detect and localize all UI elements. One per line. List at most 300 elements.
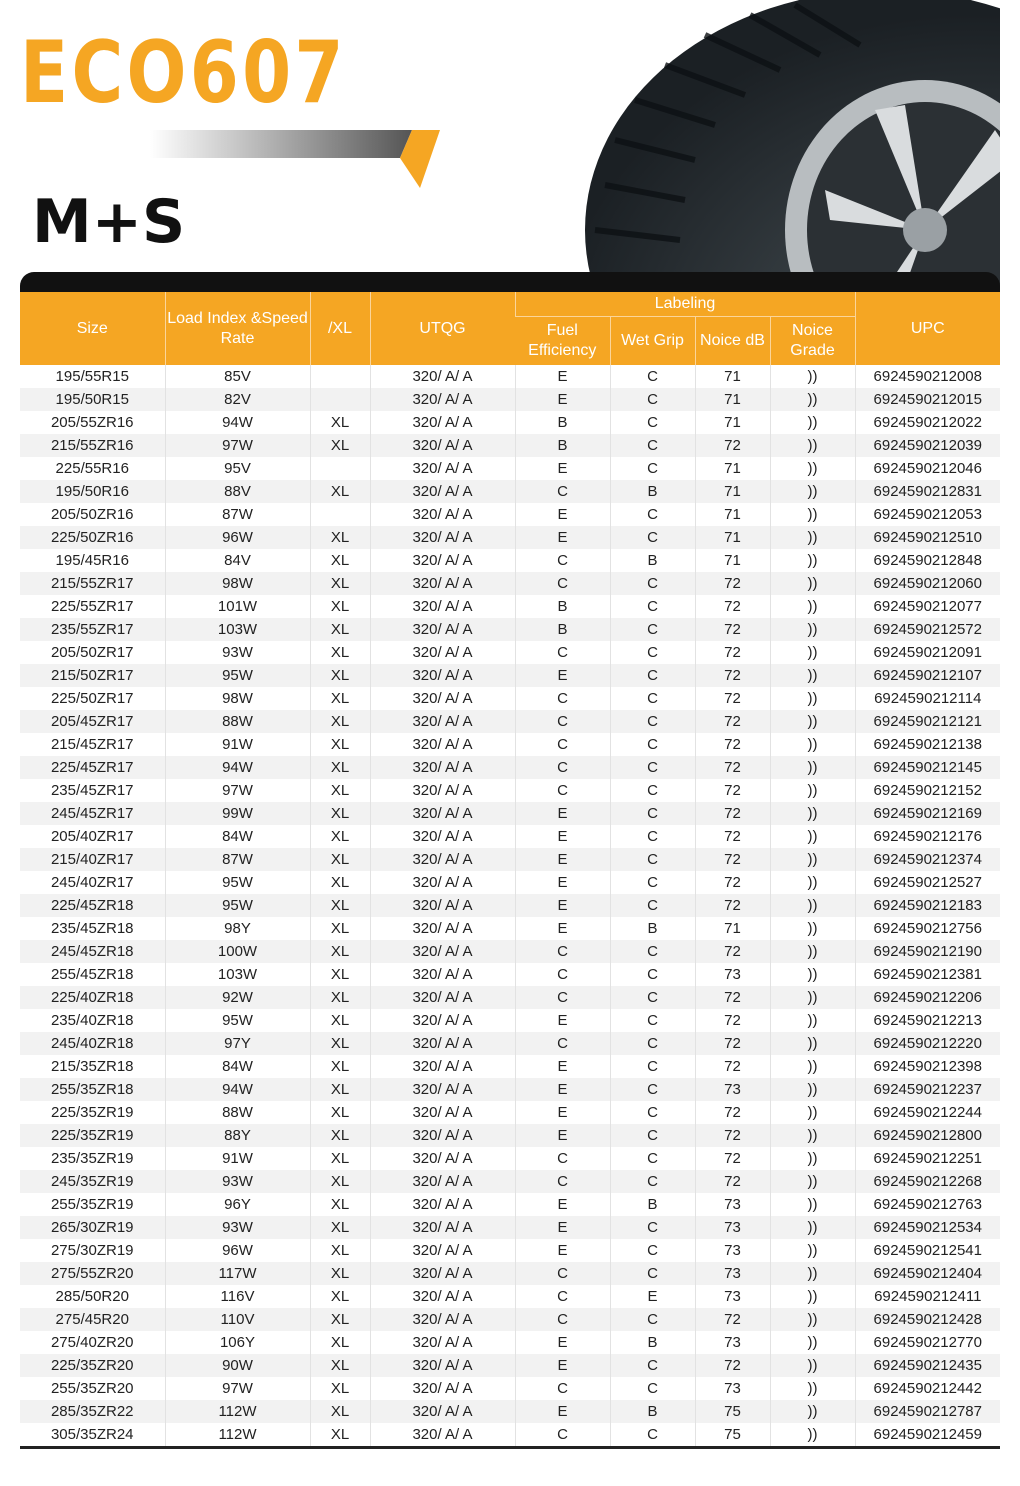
wet-cell: B [610, 1331, 695, 1354]
xl-cell: XL [310, 894, 370, 917]
load-cell: 82V [165, 388, 310, 411]
load-cell: 103W [165, 618, 310, 641]
upc-cell: 6924590212176 [855, 825, 1000, 848]
load-cell: 98Y [165, 917, 310, 940]
utqg-cell: 320/ A/ A [370, 1354, 515, 1377]
xl-cell: XL [310, 779, 370, 802]
utqg-cell: 320/ A/ A [370, 1285, 515, 1308]
size-cell: 245/40ZR18 [20, 1032, 165, 1055]
load-cell: 110V [165, 1308, 310, 1331]
table-row [20, 411, 1000, 434]
table-row [20, 1354, 1000, 1377]
wet-cell: C [610, 503, 695, 526]
upc-cell: 6924590212527 [855, 871, 1000, 894]
fuel-cell: E [515, 1239, 610, 1262]
wet-cell: B [610, 1193, 695, 1216]
col-noise-db: Noice dB [695, 317, 770, 366]
fuel-cell: C [515, 1423, 610, 1448]
table-row [20, 1285, 1000, 1308]
load-cell: 87W [165, 503, 310, 526]
xl-cell: XL [310, 1124, 370, 1147]
noise-grade-cell: )) [770, 871, 855, 894]
wet-cell: C [610, 1124, 695, 1147]
load-cell: 85V [165, 365, 310, 388]
noise-db-cell: 72 [695, 871, 770, 894]
fuel-cell: E [515, 664, 610, 687]
wet-cell: C [610, 526, 695, 549]
table-row [20, 1124, 1000, 1147]
load-cell: 87W [165, 848, 310, 871]
noise-db-cell: 72 [695, 986, 770, 1009]
table-row [20, 779, 1000, 802]
table-row [20, 687, 1000, 710]
fuel-cell: E [515, 1124, 610, 1147]
table-row [20, 1101, 1000, 1124]
noise-db-cell: 73 [695, 1285, 770, 1308]
fuel-cell: E [515, 365, 610, 388]
load-cell: 100W [165, 940, 310, 963]
utqg-cell: 320/ A/ A [370, 894, 515, 917]
size-cell: 285/35ZR22 [20, 1400, 165, 1423]
col-noise-grade: Noice Grade [770, 317, 855, 366]
xl-cell: XL [310, 1308, 370, 1331]
noise-db-cell: 72 [695, 664, 770, 687]
noise-db-cell: 75 [695, 1423, 770, 1448]
utqg-cell: 320/ A/ A [370, 1147, 515, 1170]
noise-grade-cell: )) [770, 365, 855, 388]
noise-db-cell: 72 [695, 940, 770, 963]
wet-cell: C [610, 641, 695, 664]
utqg-cell: 320/ A/ A [370, 802, 515, 825]
wet-cell: C [610, 687, 695, 710]
upc-cell: 6924590212534 [855, 1216, 1000, 1239]
utqg-cell: 320/ A/ A [370, 1032, 515, 1055]
load-cell: 112W [165, 1400, 310, 1423]
noise-db-cell: 72 [695, 1009, 770, 1032]
table-row [20, 1032, 1000, 1055]
noise-db-cell: 73 [695, 1331, 770, 1354]
utqg-cell: 320/ A/ A [370, 871, 515, 894]
load-cell: 93W [165, 1216, 310, 1239]
load-cell: 93W [165, 641, 310, 664]
noise-grade-cell: )) [770, 917, 855, 940]
noise-grade-cell: )) [770, 1170, 855, 1193]
utqg-cell: 320/ A/ A [370, 917, 515, 940]
load-cell: 95W [165, 894, 310, 917]
utqg-cell: 320/ A/ A [370, 963, 515, 986]
load-cell: 88Y [165, 1124, 310, 1147]
table-row [20, 825, 1000, 848]
xl-cell: XL [310, 641, 370, 664]
wet-cell: C [610, 1170, 695, 1193]
xl-cell [310, 365, 370, 388]
xl-cell: XL [310, 1262, 370, 1285]
fuel-cell: C [515, 1032, 610, 1055]
wet-cell: C [610, 618, 695, 641]
noise-grade-cell: )) [770, 687, 855, 710]
table-row [20, 1193, 1000, 1216]
xl-cell: XL [310, 986, 370, 1009]
fuel-cell: E [515, 825, 610, 848]
wet-cell: C [610, 963, 695, 986]
xl-cell: XL [310, 434, 370, 457]
table-row [20, 1262, 1000, 1285]
wet-cell: C [610, 457, 695, 480]
fuel-cell: E [515, 457, 610, 480]
utqg-cell: 320/ A/ A [370, 940, 515, 963]
upc-cell: 6924590212381 [855, 963, 1000, 986]
utqg-cell: 320/ A/ A [370, 434, 515, 457]
size-cell: 195/50R16 [20, 480, 165, 503]
size-cell: 225/35ZR19 [50, 1104, 134, 1121]
utqg-cell: 320/ A/ A [370, 756, 515, 779]
upc-cell: 6924590212411 [855, 1285, 1000, 1308]
tire-image [575, 0, 1000, 300]
upc-cell: 6924590212800 [855, 1124, 1000, 1147]
noise-grade-cell: )) [770, 1216, 855, 1239]
upc-cell: 6924590212053 [855, 503, 1000, 526]
utqg-cell: 320/ A/ A [370, 825, 515, 848]
upc-cell: 6924590212046 [855, 457, 1000, 480]
load-cell: 95W [165, 1009, 310, 1032]
table-row [20, 595, 1000, 618]
table-row [20, 572, 1000, 595]
utqg-cell: 320/ A/ A [370, 526, 515, 549]
utqg-cell: 320/ A/ A [370, 549, 515, 572]
load-cell: 95W [165, 664, 310, 687]
size-cell: 245/45ZR18 [20, 940, 165, 963]
utqg-cell: 320/ A/ A [370, 503, 515, 526]
fuel-cell: C [515, 549, 610, 572]
xl-cell: XL [310, 1354, 370, 1377]
fuel-cell: E [515, 1009, 610, 1032]
load-cell: 117W [165, 1262, 310, 1285]
size-cell: 255/35ZR19 [50, 1196, 134, 1213]
wet-cell: C [610, 1032, 695, 1055]
upc-cell: 6924590212268 [855, 1170, 1000, 1193]
wet-cell: B [610, 1400, 695, 1423]
size-cell: 215/55ZR16 [20, 434, 165, 457]
utqg-cell: 320/ A/ A [370, 733, 515, 756]
table-body [20, 365, 1000, 1448]
size-cell: 235/45ZR18 [50, 920, 134, 937]
load-cell: 94W [165, 756, 310, 779]
fuel-cell: B [515, 595, 610, 618]
fuel-cell: E [515, 802, 610, 825]
upc-cell: 6924590212060 [855, 572, 1000, 595]
xl-cell: XL [310, 733, 370, 756]
noise-grade-cell: )) [770, 549, 855, 572]
wet-cell: C [610, 1308, 695, 1331]
noise-grade-cell: )) [770, 894, 855, 917]
xl-cell: XL [310, 526, 370, 549]
upc-cell: 6924590212831 [855, 480, 1000, 503]
xl-cell: XL [310, 411, 370, 434]
fuel-cell: E [515, 1078, 610, 1101]
utqg-cell: 320/ A/ A [370, 1239, 515, 1262]
size-cell: 275/30ZR19 [50, 1242, 134, 1259]
noise-db-cell: 72 [695, 572, 770, 595]
wet-cell: C [610, 1423, 695, 1448]
fuel-cell: C [515, 963, 610, 986]
table-row [20, 1377, 1000, 1400]
xl-cell: XL [310, 940, 370, 963]
noise-db-cell: 72 [695, 802, 770, 825]
load-cell: 101W [165, 595, 310, 618]
noise-grade-cell: )) [770, 595, 855, 618]
table-row [20, 549, 1000, 572]
wet-cell: C [610, 664, 695, 687]
table-row [20, 365, 1000, 388]
noise-db-cell: 72 [695, 825, 770, 848]
xl-cell: XL [310, 871, 370, 894]
noise-db-cell: 75 [695, 1400, 770, 1423]
size-cell: 215/55ZR17 [20, 572, 165, 595]
size-cell: 225/40ZR18 [20, 986, 165, 1009]
xl-cell: XL [310, 917, 370, 940]
noise-db-cell: 72 [695, 1308, 770, 1331]
col-load-index: Load Index &Speed Rate [165, 292, 310, 365]
noise-db-cell: 72 [695, 1147, 770, 1170]
noise-grade-cell: )) [770, 1285, 855, 1308]
table-row [20, 986, 1000, 1009]
upc-cell: 6924590212039 [855, 434, 1000, 457]
fuel-cell: E [515, 1354, 610, 1377]
fuel-cell: C [515, 1308, 610, 1331]
noise-db-cell: 72 [695, 894, 770, 917]
noise-grade-cell: )) [770, 664, 855, 687]
utqg-cell: 320/ A/ A [370, 572, 515, 595]
table-row [20, 1147, 1000, 1170]
utqg-cell: 320/ A/ A [370, 365, 515, 388]
upc-cell: 6924590212428 [855, 1308, 1000, 1331]
load-cell: 95W [165, 871, 310, 894]
utqg-cell: 320/ A/ A [370, 779, 515, 802]
fuel-cell: C [515, 1262, 610, 1285]
utqg-cell: 320/ A/ A [370, 388, 515, 411]
wet-cell: B [610, 549, 695, 572]
upc-cell: 6924590212121 [855, 710, 1000, 733]
utqg-cell: 320/ A/ A [370, 618, 515, 641]
fuel-cell: E [515, 848, 610, 871]
table-row [20, 434, 1000, 457]
table-row [20, 894, 1000, 917]
wet-cell: C [610, 1101, 695, 1124]
noise-db-cell: 72 [695, 779, 770, 802]
noise-grade-cell: )) [770, 572, 855, 595]
xl-cell: XL [310, 595, 370, 618]
noise-db-cell: 72 [695, 1354, 770, 1377]
load-cell: 112W [165, 1423, 310, 1448]
noise-db-cell: 71 [695, 917, 770, 940]
upc-cell: 6924590212435 [855, 1354, 1000, 1377]
noise-grade-cell: )) [770, 1055, 855, 1078]
table-row [20, 1078, 1000, 1101]
load-cell: 106Y [165, 1331, 310, 1354]
wet-cell: C [610, 595, 695, 618]
utqg-cell: 320/ A/ A [370, 1101, 515, 1124]
wet-cell: C [610, 1239, 695, 1262]
load-cell: 94W [165, 411, 310, 434]
wet-cell: C [610, 1055, 695, 1078]
size-cell: 215/45ZR17 [50, 736, 134, 753]
load-cell: 97W [165, 434, 310, 457]
table-row [20, 1331, 1000, 1354]
utqg-cell: 320/ A/ A [370, 1216, 515, 1239]
upc-cell: 6924590212237 [855, 1078, 1000, 1101]
upc-cell: 6924590212091 [855, 641, 1000, 664]
xl-cell: XL [310, 1216, 370, 1239]
noise-grade-cell: )) [770, 1308, 855, 1331]
table-row [20, 1009, 1000, 1032]
noise-grade-cell: )) [770, 618, 855, 641]
size-cell: 195/55R15 [55, 368, 129, 385]
noise-db-cell: 72 [695, 1055, 770, 1078]
table-row [20, 1170, 1000, 1193]
wet-cell: C [610, 894, 695, 917]
upc-cell: 6924590212206 [855, 986, 1000, 1009]
swoosh-graphic [150, 130, 440, 190]
product-title: ECO607 [20, 23, 347, 123]
load-cell: 103W [165, 963, 310, 986]
size-cell: 225/55R16 [55, 460, 129, 477]
size-cell: 275/45R20 [20, 1308, 165, 1331]
xl-cell: XL [310, 687, 370, 710]
xl-cell: XL [310, 1078, 370, 1101]
noise-db-cell: 72 [695, 1101, 770, 1124]
fuel-cell: C [515, 572, 610, 595]
size-cell: 215/35ZR18 [50, 1058, 134, 1075]
upc-cell: 6924590212510 [855, 526, 1000, 549]
size-cell: 255/35ZR18 [20, 1078, 165, 1101]
wet-cell: C [610, 434, 695, 457]
size-cell: 205/45ZR17 [20, 710, 165, 733]
upc-cell: 6924590212008 [855, 365, 1000, 388]
fuel-cell: E [515, 917, 610, 940]
size-cell: 245/45ZR17 [20, 802, 165, 825]
xl-cell: XL [310, 1009, 370, 1032]
wet-cell: E [610, 1285, 695, 1308]
upc-cell: 6924590212763 [855, 1193, 1000, 1216]
upc-cell: 6924590212398 [855, 1055, 1000, 1078]
table-row [20, 1423, 1000, 1448]
load-cell: 98W [165, 687, 310, 710]
utqg-cell: 320/ A/ A [370, 710, 515, 733]
noise-grade-cell: )) [770, 411, 855, 434]
wet-cell: C [610, 1009, 695, 1032]
noise-grade-cell: )) [770, 503, 855, 526]
noise-grade-cell: )) [770, 1331, 855, 1354]
wet-cell: B [610, 917, 695, 940]
upc-cell: 6924590212244 [855, 1101, 1000, 1124]
table-row [20, 503, 1000, 526]
noise-grade-cell: )) [770, 1262, 855, 1285]
table-row [20, 1239, 1000, 1262]
utqg-cell: 320/ A/ A [370, 411, 515, 434]
upc-cell: 6924590212374 [855, 848, 1000, 871]
xl-cell [310, 503, 370, 526]
size-cell: 225/35ZR19 [20, 1124, 165, 1147]
noise-grade-cell: )) [770, 710, 855, 733]
noise-grade-cell: )) [770, 1400, 855, 1423]
load-cell: 84W [165, 825, 310, 848]
noise-db-cell: 71 [695, 526, 770, 549]
xl-cell [310, 457, 370, 480]
table-row [20, 940, 1000, 963]
fuel-cell: C [515, 1147, 610, 1170]
utqg-cell: 320/ A/ A [370, 1009, 515, 1032]
upc-cell: 6924590212770 [855, 1331, 1000, 1354]
wet-cell: C [610, 1262, 695, 1285]
size-cell: 225/45ZR18 [20, 894, 165, 917]
size-cell: 215/40ZR17 [20, 848, 165, 871]
upc-cell: 6924590212848 [855, 549, 1000, 572]
table-row [20, 480, 1000, 503]
tire-spec-table [20, 292, 1000, 1449]
load-cell: 96W [165, 1239, 310, 1262]
fuel-cell: C [515, 940, 610, 963]
noise-grade-cell: )) [770, 480, 855, 503]
col-size: Size [20, 292, 165, 365]
fuel-cell: C [515, 710, 610, 733]
noise-grade-cell: )) [770, 779, 855, 802]
noise-db-cell: 72 [695, 848, 770, 871]
fuel-cell: E [515, 1400, 610, 1423]
fuel-cell: B [515, 434, 610, 457]
wet-cell: C [610, 871, 695, 894]
utqg-cell: 320/ A/ A [370, 1331, 515, 1354]
utqg-cell: 320/ A/ A [370, 1078, 515, 1101]
noise-grade-cell: )) [770, 1078, 855, 1101]
table-row [20, 641, 1000, 664]
load-cell: 93W [165, 1170, 310, 1193]
size-cell: 225/55ZR17 [50, 598, 134, 615]
noise-db-cell: 71 [695, 388, 770, 411]
noise-grade-cell: )) [770, 457, 855, 480]
fuel-cell: E [515, 1193, 610, 1216]
upc-cell: 6924590212190 [855, 940, 1000, 963]
load-cell: 90W [165, 1354, 310, 1377]
wet-cell: C [610, 756, 695, 779]
load-cell: 116V [165, 1285, 310, 1308]
wet-cell: C [610, 411, 695, 434]
noise-grade-cell: )) [770, 756, 855, 779]
table-row [20, 1216, 1000, 1239]
wet-cell: C [610, 802, 695, 825]
wet-cell: C [610, 365, 695, 388]
noise-db-cell: 72 [695, 595, 770, 618]
fuel-cell: E [515, 1101, 610, 1124]
utqg-cell: 320/ A/ A [370, 1193, 515, 1216]
noise-db-cell: 71 [695, 457, 770, 480]
upc-cell: 6924590212404 [855, 1262, 1000, 1285]
size-cell: 275/40ZR20 [50, 1334, 134, 1351]
upc-cell: 6924590212114 [855, 687, 1000, 710]
utqg-cell: 320/ A/ A [370, 1377, 515, 1400]
upc-cell: 6924590212459 [855, 1423, 1000, 1448]
load-cell: 98W [165, 572, 310, 595]
upc-cell: 6924590212541 [855, 1239, 1000, 1262]
utqg-cell: 320/ A/ A [370, 664, 515, 687]
utqg-cell: 320/ A/ A [370, 457, 515, 480]
xl-cell: XL [310, 1400, 370, 1423]
size-cell: 235/55ZR17 [20, 618, 165, 641]
noise-grade-cell: )) [770, 641, 855, 664]
noise-grade-cell: )) [770, 1124, 855, 1147]
table-row [20, 526, 1000, 549]
xl-cell: XL [310, 756, 370, 779]
utqg-cell: 320/ A/ A [370, 1124, 515, 1147]
